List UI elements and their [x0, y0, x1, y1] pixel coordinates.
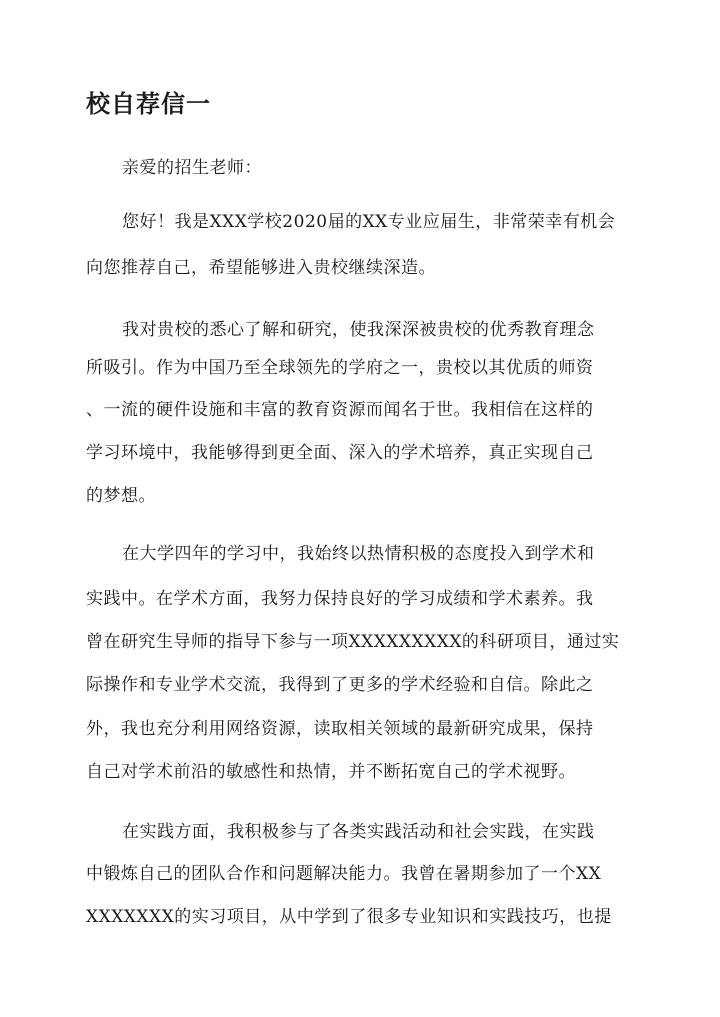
document-title: 校自荐信一 [86, 90, 211, 118]
text-line: 亲爱的招生老师： [122, 158, 262, 178]
text-line: 在实践方面，我积极参与了各类实践活动和社会实践，在实践 [122, 822, 595, 842]
text-line: 在大学四年的学习中，我始终以热情积极的态度投入到学术和 [122, 544, 595, 564]
text-line: 际操作和专业学术交流，我得到了更多的学术经验和自信。除此之 [86, 675, 594, 695]
text-line: 自己对学术前沿的敏感性和热情，并不断拓宽自己的学术视野。 [86, 762, 576, 782]
text-line: 您好！我是XXX学校2020届的XX专业应届生，非常荣幸有机会 [122, 212, 616, 232]
text-line: 学习环境中，我能够得到更全面、深入的学术培养，真正实现自己 [86, 443, 594, 463]
text-line: 实践中。在学术方面，我努力保持良好的学习成绩和学术素养。我 [86, 589, 594, 609]
text-line: 、一流的硬件设施和丰富的教育资源而闻名于世。我相信在这样的 [86, 400, 594, 420]
text-line: 我对贵校的悉心了解和研究，使我深深被贵校的优秀教育理念 [122, 320, 595, 340]
text-line: 的梦想。 [86, 486, 156, 506]
text-line: 所吸引。作为中国乃至全球领先的学府之一，贵校以其优质的师资 [86, 358, 594, 378]
text-line: 外，我也充分利用网络资源，读取相关领域的最新研究成果，保持 [86, 719, 594, 739]
text-line: 中锻炼自己的团队合作和问题解决能力。我曾在暑期参加了一个XX [86, 864, 602, 884]
text-line: 向您推荐自己，希望能够进入贵校继续深造。 [86, 258, 436, 278]
text-line: 曾在研究生导师的指导下参与一项XXXXXXXXX的科研项目，通过实 [86, 632, 620, 652]
text-line: XXXXXXX的实习项目，从中学到了很多专业知识和实践技巧，也提 [86, 907, 612, 927]
